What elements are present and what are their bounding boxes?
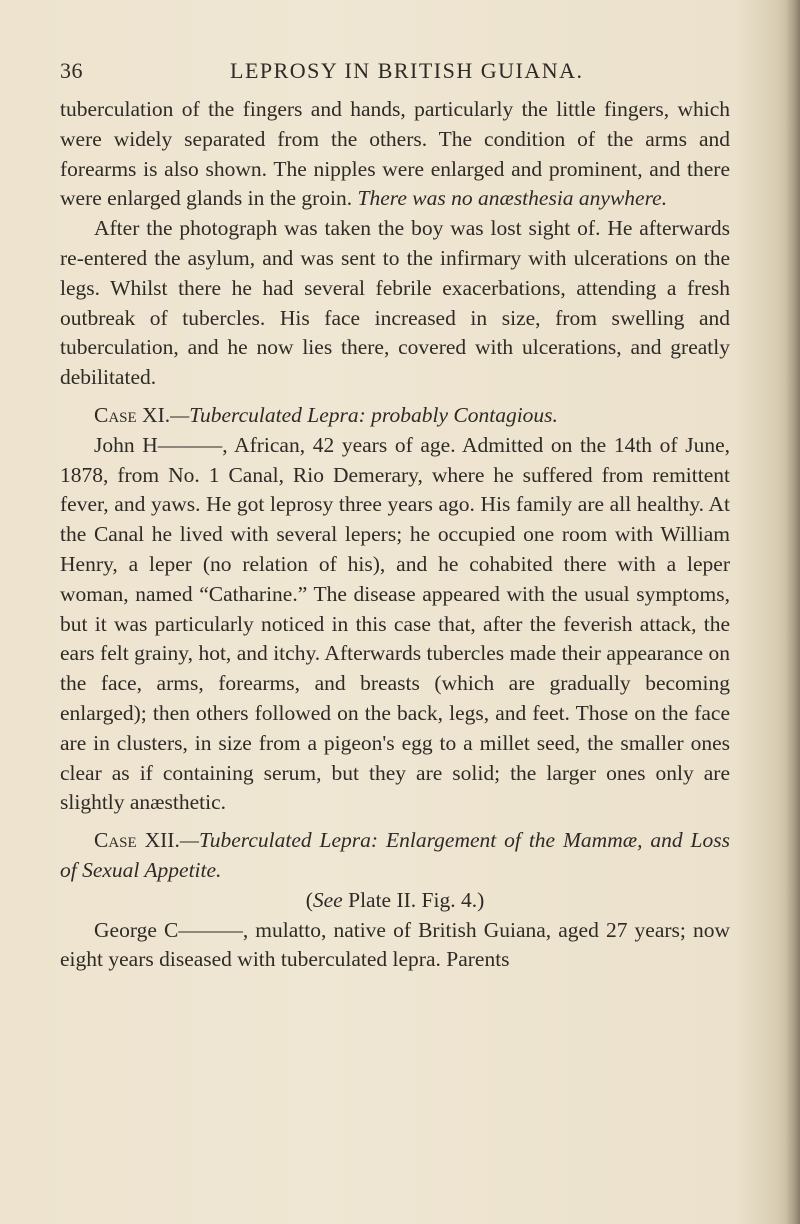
paragraph-text: tuberculation of the fingers and hands, particularly the little fingers, which were widely separated from the others. The condition of the arms and forearms is also shown. The nipples were enlarged and prominent, and there were enlarged glands in the groin. [60,97,730,211]
case-title: —Tuberculated Lepra: probably Contagious. [170,402,558,427]
case-label: Case XI. [94,402,171,427]
paragraph-case-xii: George C———, mulatto, native of British Guiana, aged 27 years; now eight years diseased with tuberculated lepra. Parents [60,917,730,972]
paragraph-case-xi: John H———, African, 42 years of age. Admitted on the 14th of June, 1878, from No. 1 Canal, Rio Demerary, where he suffered from remittent fever, and yaws. He got leprosy three years ago. His family are all healthy. At the Canal he lived with several lepers; he occupied one room with William Henry, a leper (no relation of his), and he cohabited there with a leper woman, named “Catharine.” The disease appeared with the usual symptoms, but it was particularly noticed in this case that, after the feverish attack, the ears felt grainy, hot, and itchy. Afterwards tubercles made their appearance on the face, arms, forearms, and breasts (which are gradually becoming enlarged); then others followed on the back, legs, and feet. Those on the face are in clusters, in size from a pigeon's egg to a millet seed, the smaller ones clear as if containing serum, but they are solid; the larger ones only are slightly anæsthetic. [60,432,730,815]
page-header [60,58,740,88]
page-body [60,95,730,975]
case-xii-heading [60,826,730,886]
emphasis-text: There was no anæsthesia anywhere. [357,186,668,211]
paragraph-boy-followup: After the photograph was taken the boy was lost sight of. He afterwards re-entered the asylum, and was sent to the infirmary with ulcerations on the legs. Whilst there he had several febrile exacerbations, attending a fresh outbreak of tubercles. His face increased in size, from swelling and tuberculation, and he now lies there, covered with ulcerations, and greatly debilitated. [60,216,730,390]
case-label: Case XII. [94,828,180,853]
case-xi-heading [60,401,730,431]
plate-see: See [312,887,343,912]
plate-ref: Plate II. Fig. 4. [342,887,478,912]
paragraph-continuation [60,95,730,214]
page-edge-shadow [786,0,800,1224]
running-title: LEPROSY IN BRITISH GUIANA. [230,58,584,83]
page-number: 36 [60,58,83,83]
case-title: —Tuberculated Lepra: Enlargement of the Mammæ, and Loss of Sexual Appetite. [60,828,730,882]
plate-reference: (See Plate II. Fig. 4.) [305,887,485,912]
